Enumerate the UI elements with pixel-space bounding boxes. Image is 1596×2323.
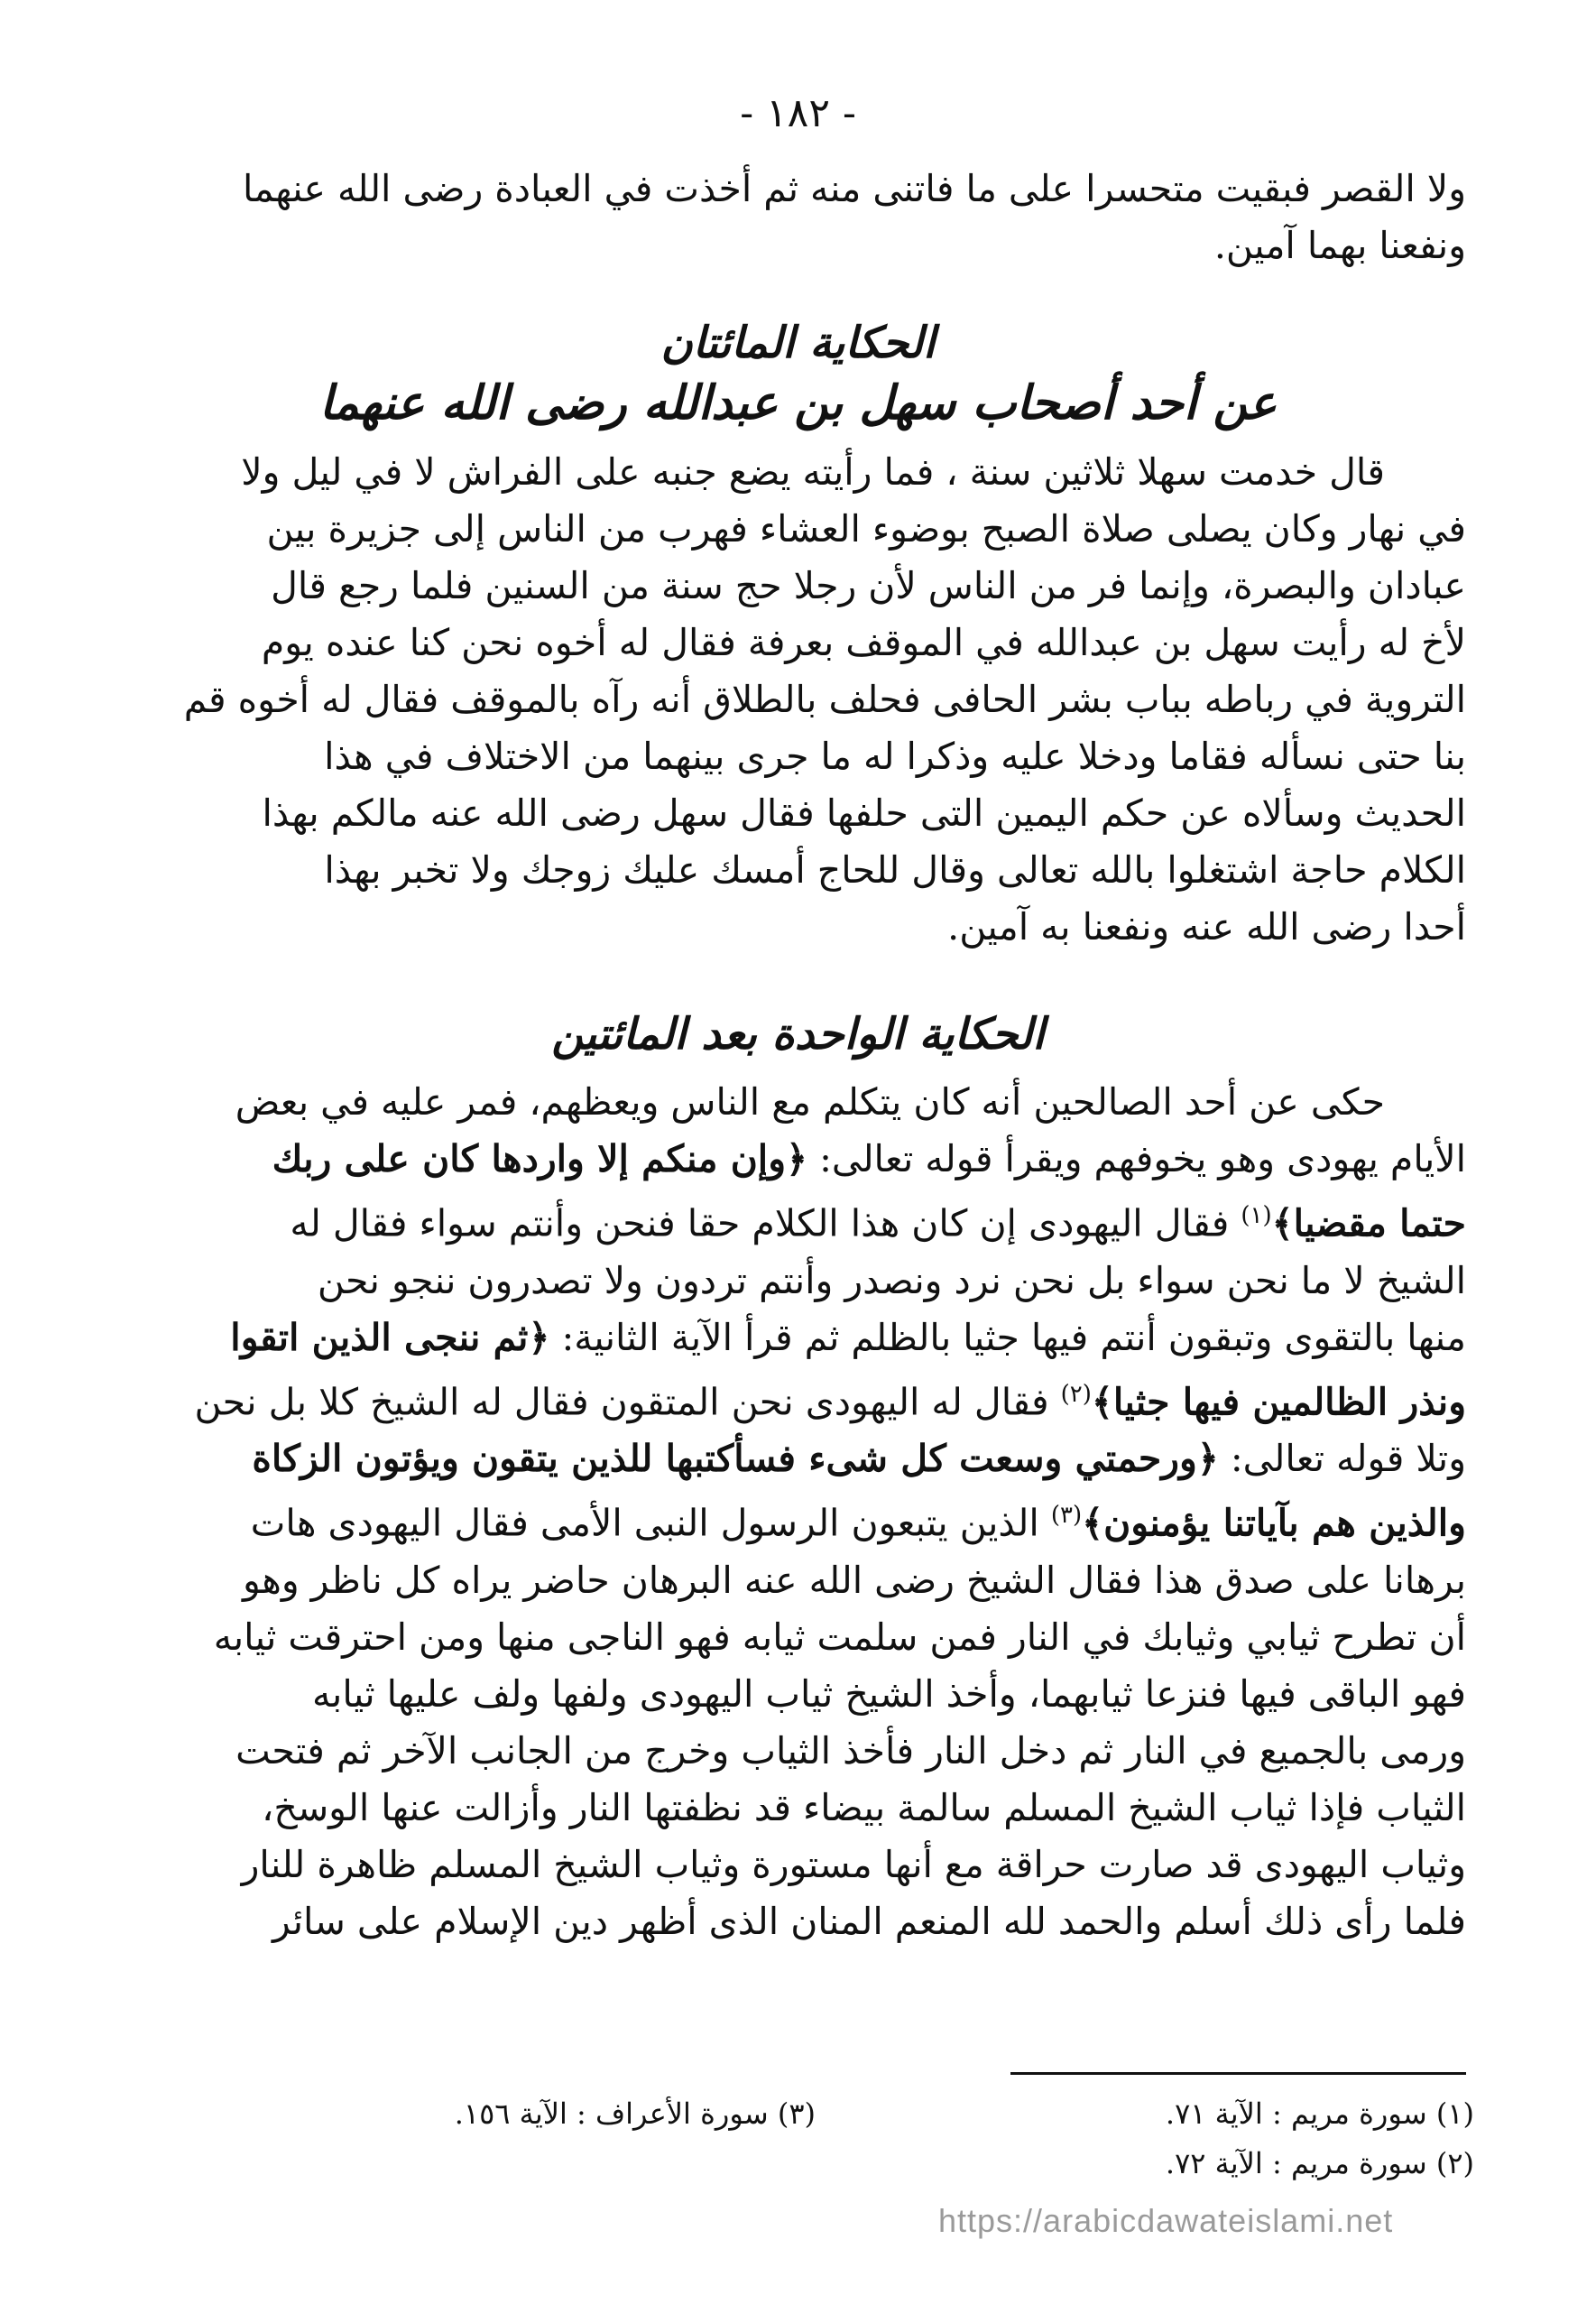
- text-line: ورمى بالجميع في النار ثم دخل النار فأخذ الثياب وخرج من الجانب الآخر ثم فتحت: [235, 1728, 1466, 1772]
- quran-verse: ونذر الظالمين فيها جثيا﴾: [1091, 1380, 1466, 1424]
- quran-verse: ﴿ثم ننجى الذين اتقوا: [230, 1315, 550, 1359]
- story-200-title: الحكاية المائتان: [660, 318, 936, 368]
- text-line: ونفعنا بهما آمين.: [1213, 224, 1466, 267]
- text-line: حكى عن أحد الصالحين أنه كان يتكلم مع الناس ويعظهم، فمر عليه في بعض: [235, 1080, 1385, 1124]
- text-line: الكلام حاجة اشتغلوا بالله تعالى وقال للحاج أمسك عليك زوجك ولا تخبر بهذا: [324, 848, 1466, 892]
- footnote-divider: [1010, 2072, 1466, 2075]
- footnote-ref: (١): [1241, 1202, 1272, 1229]
- quran-verse: حتما مقضيا﴾: [1271, 1201, 1466, 1245]
- text-line: وثياب اليهودى قد صارت حراقة مع أنها مستورة وثياب الشيخ المسلم ظاهرة للنار: [241, 1842, 1466, 1886]
- footnote-1: (١) سورة مريم : الآية ٧١.: [1165, 2096, 1474, 2131]
- text-span: منها بالتقوى وتبقون أنتم فيها جثيا بالظلم ثم قرأ الآية الثانية:: [561, 1315, 1466, 1359]
- text-line: أحدا رضى الله عنه ونفعنا به آمين.: [947, 905, 1466, 949]
- page-number: - ١٨٢ -: [740, 90, 856, 136]
- footnote-ref: (٢): [1060, 1380, 1092, 1408]
- text-line: في نهار وكان يصلى صلاة الصبح بوضوء العشاء فهرب من الناس إلى جزيرة بين: [266, 507, 1466, 551]
- text-span: فقال اليهودى إن كان هذا الكلام حقا فنحن وأنتم سواء فقال له: [290, 1201, 1230, 1245]
- text-line: لأخ له رأيت سهل بن عبدالله في الموقف بعرفة فقال له أخوه نحن كنا عنده يوم: [261, 621, 1466, 664]
- text-line: ولا القصر فبقيت متحسرا على ما فاتنى منه ثم أخذت في العبادة رضى الله عنهما: [243, 167, 1466, 210]
- text-line: [95, 1188, 1466, 1253]
- text-span: الأيام يهودى وهو يخوفهم ويقرأ قوله تعالى:: [819, 1137, 1466, 1180]
- text-line: أن تطرح ثيابي وثيابك في النار فمن سلمت ثيابه فهو الناجى منها ومن احترقت ثيابه: [213, 1615, 1466, 1659]
- story-201-body: [95, 1074, 1466, 1950]
- text-line: [95, 1487, 1466, 1552]
- text-line: [95, 1131, 1466, 1188]
- footnote-3: (٣) سورة الأعراف : الآية ١٥٦.: [454, 2096, 816, 2131]
- text-span: الذين يتبعون الرسول النبى الأمى فقال اليهودى هات: [250, 1501, 1039, 1545]
- quran-verse: والذين هم بآياتنا يؤمنون﴾: [1082, 1501, 1466, 1545]
- text-line: [95, 1366, 1466, 1431]
- text-line: عبادان والبصرة، وإنما فر من الناس لأن رجلا حج سنة من السنين فلما رجع قال: [271, 564, 1466, 607]
- intro-paragraph: [95, 161, 1466, 274]
- watermark-url: https://arabicdawateislami.net: [938, 2202, 1394, 2239]
- text-line: التروية في رباطه بباب بشر الحافى فحلف بالطلاق أنه رآه بالموقف فقال له أخوه قم: [183, 678, 1466, 721]
- story-201-title: الحكاية الواحدة بعد المائتين: [551, 1009, 1045, 1060]
- quran-verse: ﴿وإن منكم إلا واردها كان على ربك: [272, 1137, 808, 1180]
- text-line: برهانا على صدق هذا فقال الشيخ رضى الله عنه البرهان حاضر يراه كل ناظر وهو: [243, 1558, 1466, 1602]
- text-line: الحديث وسألاه عن حكم اليمين التى حلفها فقال سهل رضى الله عنه مالكم بهذا: [262, 791, 1466, 835]
- text-line: فلما رأى ذلك أسلم والحمد لله المنعم المنان الذى أظهر دين الإسلام على سائر: [272, 1899, 1466, 1943]
- story-200-subtitle: عن أحد أصحاب سهل بن عبدالله رضى الله عنهما: [318, 376, 1278, 430]
- text-line: فهو الباقى فيها فنزعا ثيابهما، وأخذ الشيخ ثياب اليهودى ولفها ولف عليها ثيابه: [311, 1671, 1466, 1716]
- text-line: قال خدمت سهلا ثلاثين سنة ، فما رأيته يضع جنبه على الفراش لا في ليل ولا: [241, 450, 1385, 494]
- story-200-body: [95, 444, 1466, 956]
- text-line: بنا حتى نسأله فقاما ودخلا عليه وذكرا له ما جرى بينهما من الاختلاف في هذا: [324, 735, 1466, 778]
- quran-verse: ﴿ورحمتي وسعت كل شىء فسأكتبها للذين يتقون ويؤتون الزكاة: [252, 1437, 1219, 1481]
- text-line: الثياب فإذا ثياب الشيخ المسلم سالمة بيضاء قد نظفتها النار وأزالت عنها الوسخ،: [262, 1785, 1466, 1829]
- text-line: [95, 1310, 1466, 1366]
- text-span: فقال له اليهودى نحن المتقون فقال له الشيخ كلا بل نحن: [194, 1380, 1049, 1424]
- footnote-2: (٢) سورة مريم : الآية ٧٢.: [1165, 2146, 1474, 2180]
- text-line: الشيخ لا ما نحن سواء بل نحن نرد ونصدر وأنتم تردون ولا تصدرون ننجو نحن: [317, 1258, 1466, 1302]
- footnote-ref: (٣): [1050, 1502, 1083, 1530]
- text-span: وتلا قوله تعالى:: [1230, 1437, 1466, 1481]
- text-line: [95, 1430, 1466, 1487]
